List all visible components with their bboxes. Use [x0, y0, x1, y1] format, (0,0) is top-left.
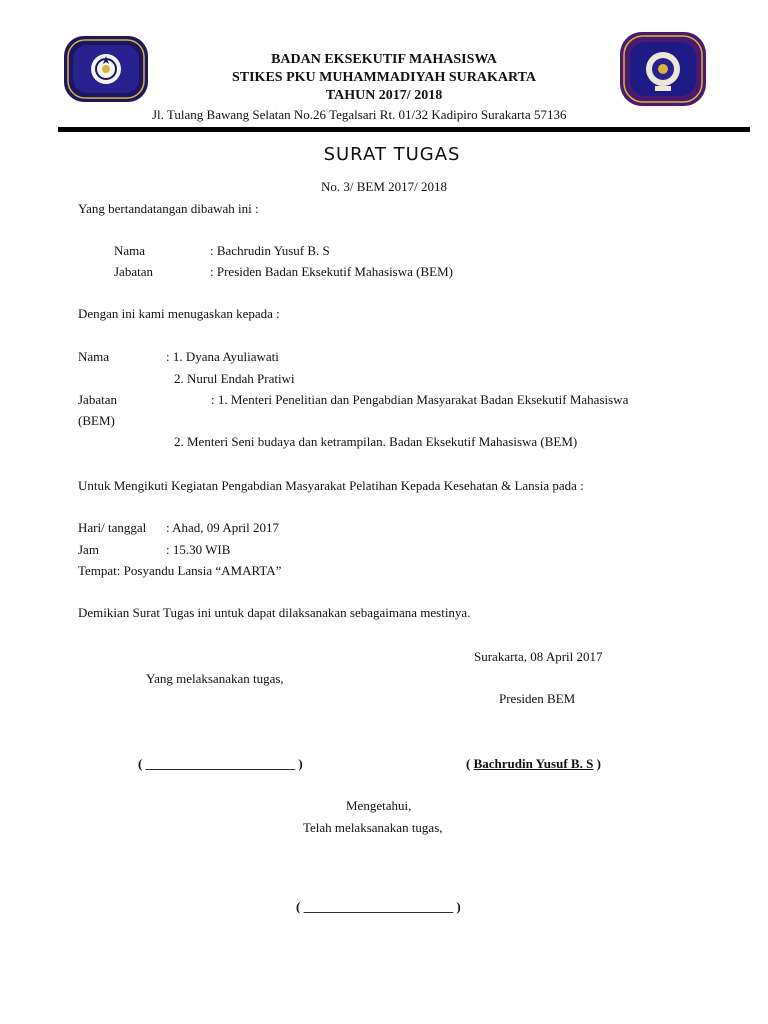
assignee-position-2: 2. Menteri Seni budaya dan ketrampilan. Badan Eksekutif Mahasiswa (BEM) — [174, 434, 578, 449]
completed-label: Telah melaksanakan tugas, — [303, 820, 443, 835]
signer-position-label: Jabatan — [114, 264, 153, 279]
assignee-position-1-cont: (BEM) — [78, 413, 115, 428]
header-address: Jl. Tulang Bawang Selatan No.26 Tegalsari Rt. 01/32 Kadipiro Surakarta 57136 — [152, 107, 567, 122]
schedule-place: Tempat: Posyandu Lansia “AMARTA” — [78, 563, 282, 578]
president-label: Presiden BEM — [499, 691, 576, 706]
president-sign-open: ( — [466, 756, 474, 771]
president-signature — [466, 756, 601, 772]
signer-name-label: Nama — [114, 243, 146, 258]
header-year: TAHUN 2017/ 2018 — [325, 88, 443, 103]
signer-name-value: : Bachrudin Yusuf B. S — [210, 243, 330, 258]
assignee-position-label: Jabatan — [78, 392, 117, 407]
assignee-name-label: Nama — [78, 349, 110, 364]
executor-label: Yang melaksanakan tugas, — [146, 671, 284, 686]
header-org: BADAN EKSEKUTIF MAHASISWA — [271, 52, 497, 67]
letter-title: SURAT TUGAS — [323, 144, 461, 165]
header-divider — [58, 127, 750, 132]
president-name: Bachrudin Yusuf B. S — [473, 756, 594, 771]
assignee-position-1: : 1. Menteri Penelitian dan Pengabdian Masyarakat Badan Eksekutif Mahasiswa — [211, 392, 629, 407]
assignee-name-1: : 1. Dyana Ayuliawati — [166, 349, 279, 364]
acknowledger-signature-line: ( _______________________ ) — [296, 899, 461, 914]
header-institution: STIKES PKU MUHAMMADIYAH SURAKARTA — [231, 70, 537, 85]
schedule-day-value: : Ahad, 09 April 2017 — [166, 520, 280, 535]
intro-text: Yang bertandatangan dibawah ini : — [78, 201, 259, 216]
president-sign-close: ) — [593, 756, 601, 771]
schedule-time-value: : 15.30 WIB — [166, 542, 231, 557]
assignee-name-2: 2. Nurul Endah Pratiwi — [174, 371, 295, 386]
schedule-time-label: Jam — [78, 542, 99, 557]
closing-text: Demikian Surat Tugas ini untuk dapat dilaksanakan sebagaimana mestinya. — [78, 605, 471, 620]
place-date: Surakarta, 08 April 2017 — [474, 649, 603, 664]
acknowledged-label: Mengetahui, — [346, 798, 412, 813]
letter-number: No. 3/ BEM 2017/ 2018 — [321, 179, 448, 194]
assign-intro: Dengan ini kami menugaskan kepada : — [78, 306, 280, 321]
signer-position-value: : Presiden Badan Eksekutif Mahasiswa (BEM) — [210, 264, 453, 279]
schedule-day-label: Hari/ tanggal — [78, 520, 147, 535]
executor-signature-line: ( _______________________ ) — [138, 756, 303, 771]
purpose-text: Untuk Mengikuti Kegiatan Pengabdian Masyarakat Pelatihan Kepada Kesehatan & Lansia pada : — [78, 478, 584, 493]
